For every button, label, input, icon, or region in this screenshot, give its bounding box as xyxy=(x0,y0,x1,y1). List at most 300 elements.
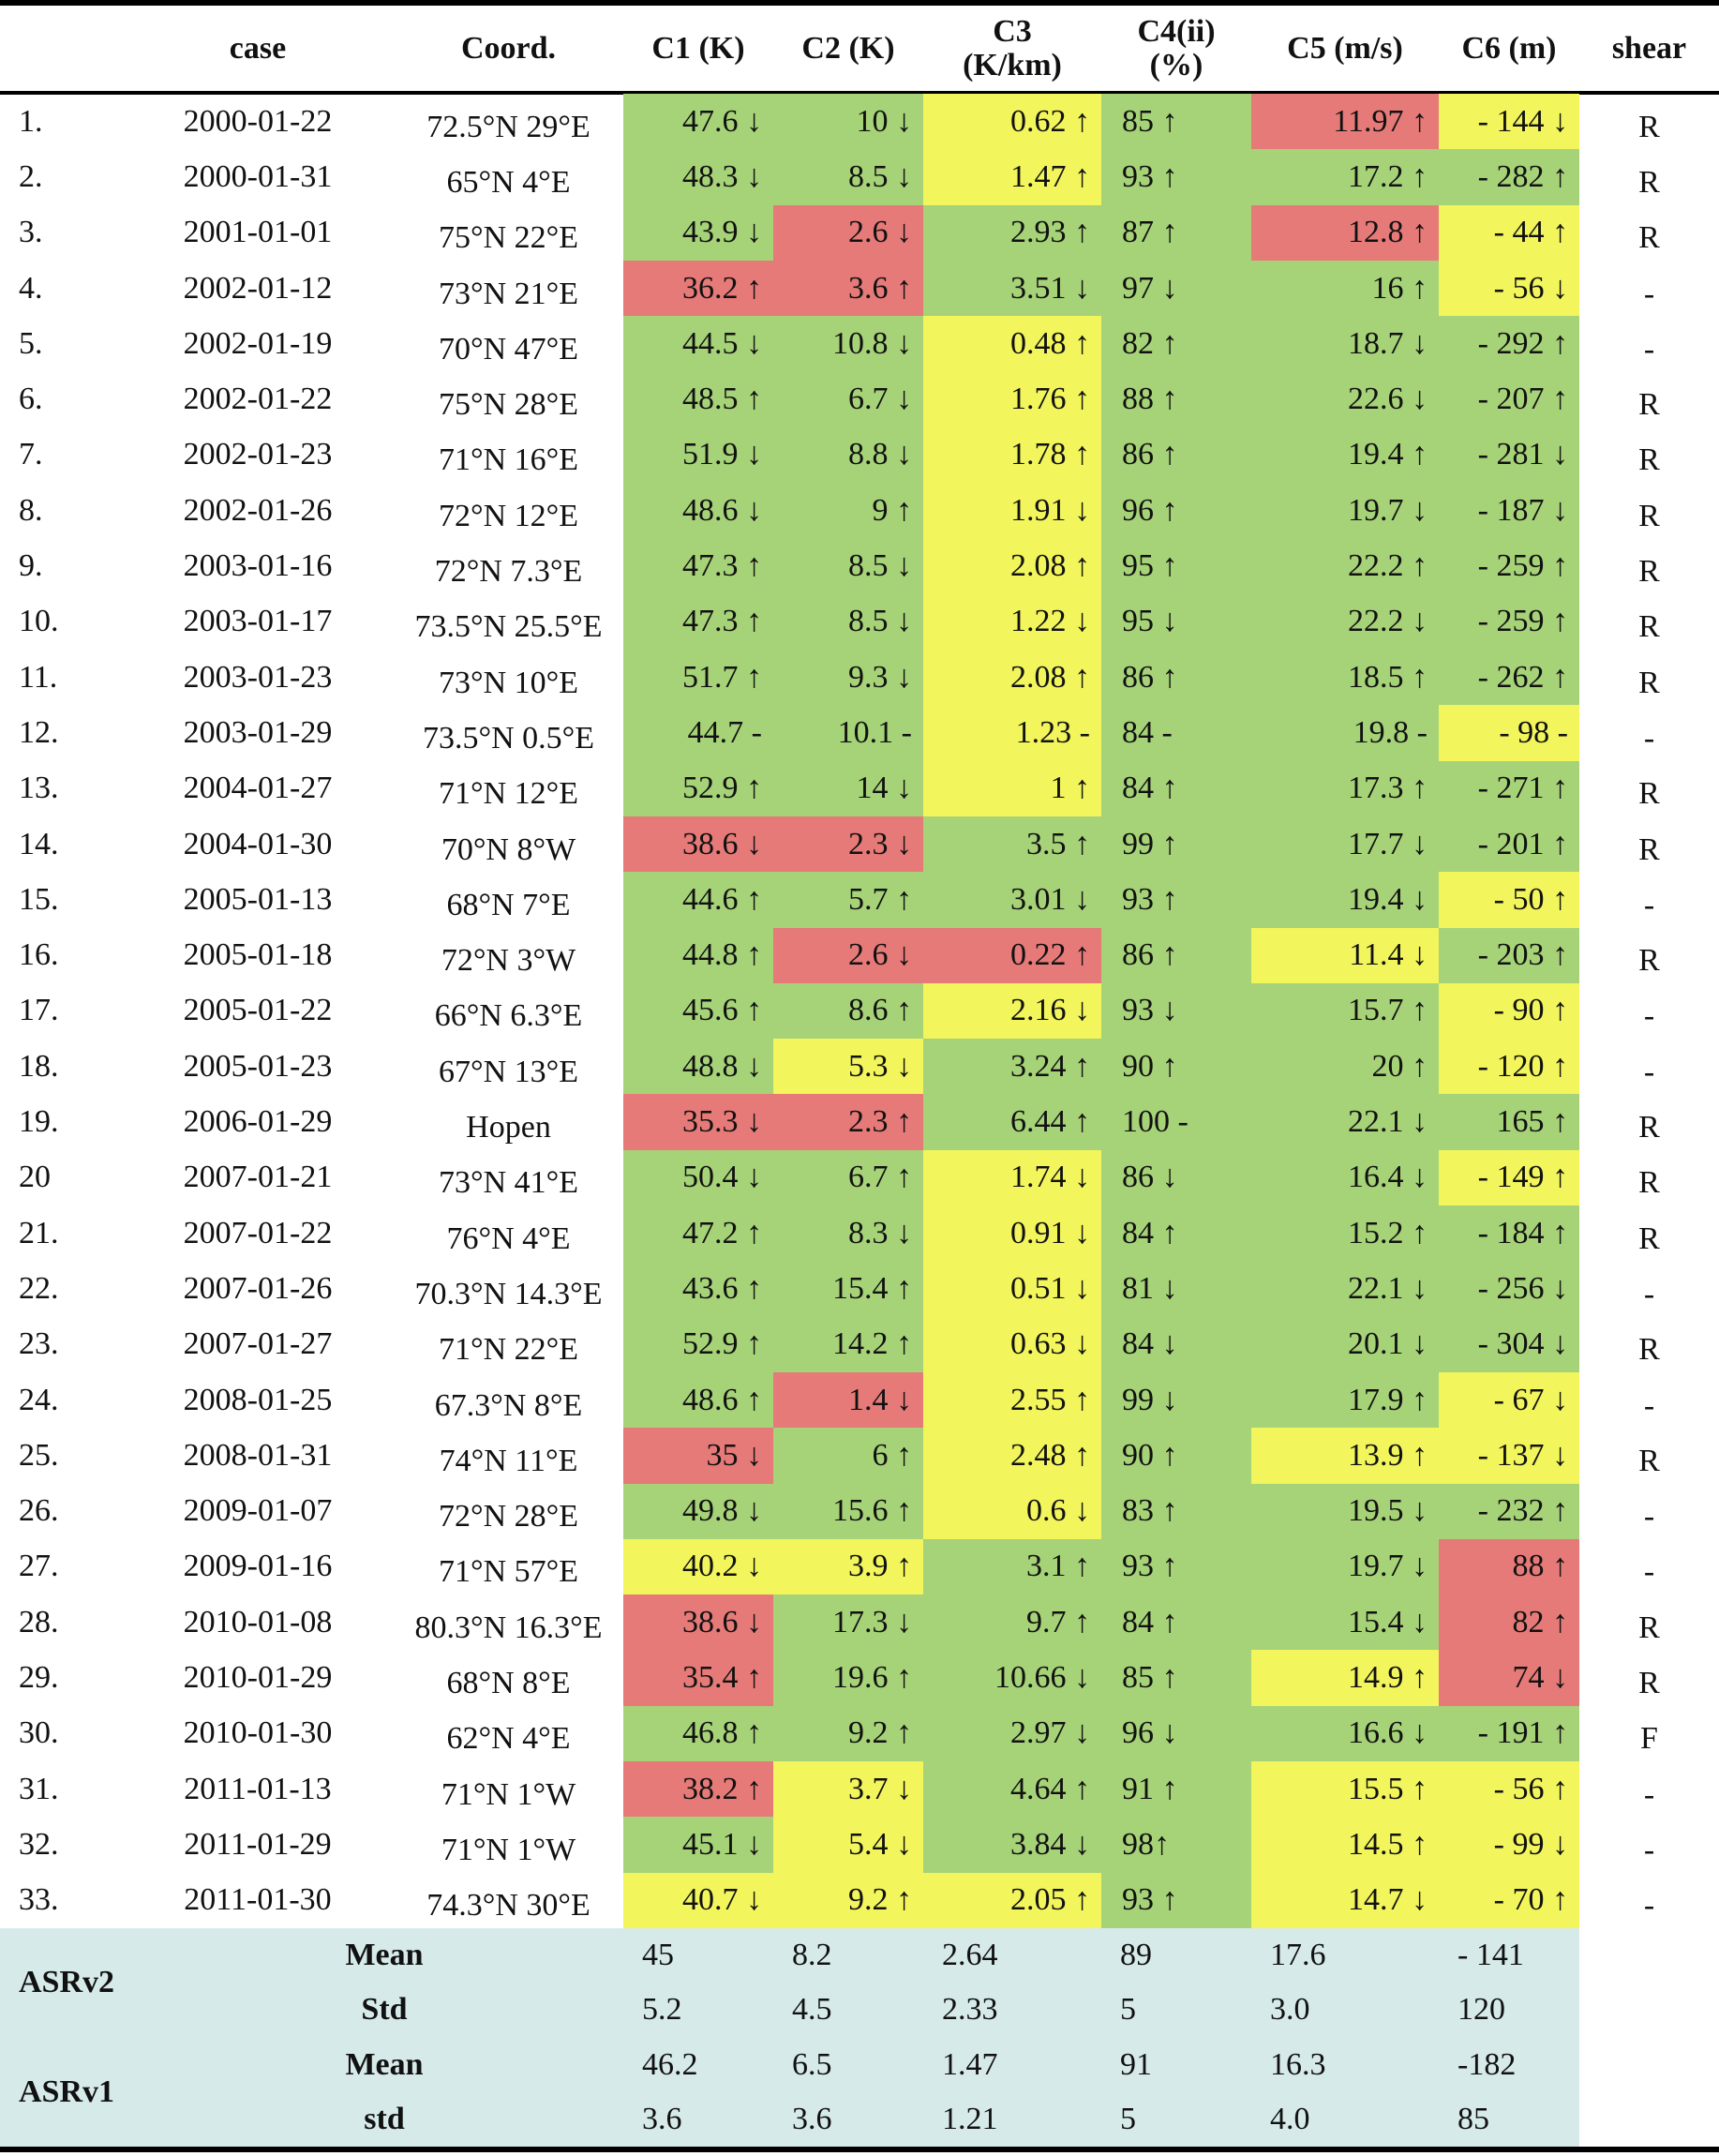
header-cell-5 xyxy=(923,6,1101,92)
shear-flag: - xyxy=(1643,1499,1655,1535)
value-c4: 95 ↑ xyxy=(1122,548,1178,584)
header-cell-6 xyxy=(1101,6,1251,92)
value-c1: 45.6 ↑ xyxy=(682,993,762,1028)
value-c4: 93 ↓ xyxy=(1122,993,1178,1028)
value-c2: 8.5 ↓ xyxy=(848,604,912,639)
case-date: 2011-01-29 xyxy=(184,1826,332,1862)
case-coord: 67°N 13°E xyxy=(438,1054,578,1089)
value-c2: 10.1 - xyxy=(837,714,912,750)
case-coord: 72°N 12°E xyxy=(438,498,578,533)
value-c5: 19.4 ↑ xyxy=(1348,437,1428,472)
value-c2: 2.3 ↓ xyxy=(848,826,912,861)
value-c2: 9.3 ↓ xyxy=(848,659,912,695)
case-date: 2007-01-26 xyxy=(183,1270,333,1306)
header-cell-4 xyxy=(773,6,923,92)
value-c5: 22.2 ↓ xyxy=(1348,604,1428,639)
case-number: 11. xyxy=(19,659,58,695)
value-c6: - 137 ↓ xyxy=(1477,1437,1568,1473)
case-date: 2002-01-26 xyxy=(183,492,333,528)
value-c2: 9.2 ↑ xyxy=(848,1715,912,1751)
bottom-rule xyxy=(0,2147,1719,2152)
case-date: 2001-01-01 xyxy=(183,215,333,250)
case-coord: 66°N 6.3°E xyxy=(434,998,583,1034)
header-cell-0 xyxy=(0,6,122,92)
value-c2: 5.3 ↓ xyxy=(848,1048,912,1084)
shear-flag: - xyxy=(1643,1054,1655,1089)
value-c1: 43.9 ↓ xyxy=(682,215,762,250)
summary-stat-label: Mean xyxy=(345,1938,424,1973)
value-c4: 85 ↑ xyxy=(1122,1660,1178,1696)
value-c6: - 67 ↓ xyxy=(1493,1382,1568,1417)
value-c4: 86 ↓ xyxy=(1122,1160,1178,1195)
summary-value: 5 xyxy=(1120,2101,1136,2136)
value-c5: 22.2 ↑ xyxy=(1348,548,1428,584)
value-c6: - 120 ↑ xyxy=(1477,1048,1568,1084)
case-date: 2003-01-23 xyxy=(183,659,333,695)
shear-flag: R xyxy=(1638,1110,1660,1145)
value-c2: 1.4 ↓ xyxy=(848,1382,912,1417)
value-c6: - 271 ↑ xyxy=(1477,771,1568,806)
case-date: 2010-01-30 xyxy=(183,1715,333,1751)
case-coord: Hopen xyxy=(466,1110,551,1145)
summary-value: 120 xyxy=(1457,1992,1505,2028)
case-date: 2003-01-16 xyxy=(183,548,333,584)
value-c5: 15.5 ↑ xyxy=(1348,1771,1428,1806)
value-c1: 43.6 ↑ xyxy=(682,1270,762,1306)
case-date: 2007-01-21 xyxy=(183,1160,333,1195)
shear-flag: R xyxy=(1638,442,1660,478)
case-coord: 75°N 22°E xyxy=(438,220,578,256)
value-c5: 20.1 ↓ xyxy=(1348,1326,1428,1362)
shear-flag: R xyxy=(1638,1610,1660,1645)
header-text: shear xyxy=(1611,31,1687,67)
case-number: 25. xyxy=(19,1437,59,1473)
case-coord: 76°N 4°E xyxy=(446,1220,571,1256)
value-c5: 18.5 ↑ xyxy=(1348,659,1428,695)
value-c3: 10.66 ↓ xyxy=(994,1660,1090,1696)
value-c3: 3.84 ↓ xyxy=(1010,1826,1090,1862)
value-c2: 8.5 ↓ xyxy=(848,158,912,194)
case-coord: 72°N 3°W xyxy=(441,943,576,979)
case-coord: 71°N 57°E xyxy=(438,1554,578,1590)
case-coord: 71°N 12°E xyxy=(438,776,578,812)
value-c1: 44.6 ↑ xyxy=(682,881,762,917)
value-c3: 2.55 ↑ xyxy=(1010,1382,1090,1417)
value-c1: 47.2 ↑ xyxy=(682,1215,762,1250)
value-c4: 81 ↓ xyxy=(1122,1270,1178,1306)
shear-flag: R xyxy=(1638,1165,1660,1201)
case-date: 2004-01-27 xyxy=(183,771,333,806)
case-number: 30. xyxy=(19,1715,59,1751)
header-cell-2 xyxy=(394,6,623,92)
case-coord: 72°N 7.3°E xyxy=(434,554,583,590)
summary-stat-label: Mean xyxy=(345,2046,424,2082)
value-c3: 9.7 ↑ xyxy=(1026,1604,1090,1639)
case-number: 20 xyxy=(19,1160,51,1195)
summary-value: 4.0 xyxy=(1270,2101,1310,2136)
value-c6: 165 ↑ xyxy=(1496,1104,1568,1140)
value-c5: 11.97 ↑ xyxy=(1333,103,1428,139)
summary-value: 45 xyxy=(642,1938,674,1973)
value-c1: 51.7 ↑ xyxy=(682,659,762,695)
shear-flag: - xyxy=(1643,887,1655,922)
value-c5: 14.7 ↓ xyxy=(1348,1882,1428,1918)
header-text: C4(ii) xyxy=(1137,14,1216,50)
case-number: 22. xyxy=(19,1270,59,1306)
value-c4: 99 ↑ xyxy=(1122,826,1178,861)
value-c4: 93 ↑ xyxy=(1122,158,1178,194)
case-date: 2000-01-31 xyxy=(183,158,333,194)
value-c1: 52.9 ↑ xyxy=(682,771,762,806)
case-date: 2008-01-25 xyxy=(183,1382,333,1417)
value-c5: 17.3 ↑ xyxy=(1348,771,1428,806)
value-c2: 8.5 ↓ xyxy=(848,548,912,584)
value-c2: 17.3 ↓ xyxy=(832,1604,912,1639)
value-c6: - 98 - xyxy=(1499,714,1568,750)
case-date: 2004-01-30 xyxy=(183,826,333,861)
case-coord: 73°N 41°E xyxy=(438,1165,578,1201)
case-number: 12. xyxy=(19,714,59,750)
case-number: 23. xyxy=(19,1326,59,1362)
value-c6: - 50 ↑ xyxy=(1493,881,1568,917)
value-c6: - 292 ↑ xyxy=(1477,325,1568,361)
value-c5: 15.4 ↓ xyxy=(1348,1604,1428,1639)
case-coord: 71°N 1°W xyxy=(441,1832,576,1867)
case-coord: 73°N 10°E xyxy=(438,665,578,700)
value-c3: 6.44 ↑ xyxy=(1010,1104,1090,1140)
value-c2: 6.7 ↑ xyxy=(848,1160,912,1195)
shear-flag: R xyxy=(1638,387,1660,423)
value-c5: 19.5 ↓ xyxy=(1348,1493,1428,1529)
case-date: 2005-01-22 xyxy=(183,993,333,1028)
case-number: 32. xyxy=(19,1826,59,1862)
value-c3: 1.23 - xyxy=(1015,714,1090,750)
value-c1: 51.9 ↓ xyxy=(682,437,762,472)
value-c6: - 99 ↓ xyxy=(1493,1826,1568,1862)
case-date: 2006-01-29 xyxy=(183,1104,333,1140)
case-coord: 80.3°N 16.3°E xyxy=(414,1610,603,1645)
value-c3: 2.97 ↓ xyxy=(1010,1715,1090,1751)
case-date: 2010-01-29 xyxy=(183,1660,333,1696)
case-number: 27. xyxy=(19,1549,59,1584)
value-c2: 10.8 ↓ xyxy=(832,325,912,361)
value-c4: 84 ↑ xyxy=(1122,1604,1178,1639)
value-c3: 1 ↑ xyxy=(1050,771,1090,806)
value-c6: - 187 ↓ xyxy=(1477,492,1568,528)
summary-stat-label: std xyxy=(364,2101,405,2136)
case-date: 2011-01-13 xyxy=(184,1771,332,1806)
case-number: 7. xyxy=(19,437,43,472)
value-c2: 5.7 ↑ xyxy=(848,881,912,917)
value-c1: 47.3 ↑ xyxy=(682,548,762,584)
value-c1: 48.5 ↑ xyxy=(682,382,762,417)
value-c1: 44.8 ↑ xyxy=(682,937,762,973)
shear-flag: R xyxy=(1638,554,1660,590)
value-c1: 46.8 ↑ xyxy=(682,1715,762,1751)
case-number: 14. xyxy=(19,826,59,861)
value-c6: - 201 ↑ xyxy=(1477,826,1568,861)
case-date: 2005-01-18 xyxy=(183,937,333,973)
header-text: C5 (m/s) xyxy=(1287,31,1403,67)
value-c2: 15.4 ↑ xyxy=(832,1270,912,1306)
value-c4: 91 ↑ xyxy=(1122,1771,1178,1806)
value-c4: 83 ↑ xyxy=(1122,1493,1178,1529)
value-c4: 82 ↑ xyxy=(1122,325,1178,361)
value-c3: 1.74 ↓ xyxy=(1010,1160,1090,1195)
value-c4: 84 - xyxy=(1122,714,1173,750)
shear-flag: - xyxy=(1643,1276,1655,1311)
value-c1: 48.3 ↓ xyxy=(682,158,762,194)
value-c3: 3.24 ↑ xyxy=(1010,1048,1090,1084)
value-c2: 14.2 ↑ xyxy=(832,1326,912,1362)
shear-flag: R xyxy=(1638,665,1660,700)
value-c2: 9 ↑ xyxy=(872,492,912,528)
case-number: 4. xyxy=(19,270,43,306)
summary-value: 16.3 xyxy=(1270,2046,1326,2082)
value-c5: 13.9 ↑ xyxy=(1348,1437,1428,1473)
case-number: 5. xyxy=(19,325,43,361)
value-c1: 48.6 ↑ xyxy=(682,1382,762,1417)
value-c6: - 44 ↑ xyxy=(1493,215,1568,250)
value-c6: - 56 ↑ xyxy=(1493,1771,1568,1806)
summary-value: 1.47 xyxy=(942,2046,998,2082)
header-text: (%) xyxy=(1149,48,1203,82)
value-c2: 6 ↑ xyxy=(872,1437,912,1473)
value-c3: 0.91 ↓ xyxy=(1010,1215,1090,1250)
value-c5: 16.4 ↓ xyxy=(1348,1160,1428,1195)
value-c1: 35 ↓ xyxy=(706,1437,762,1473)
value-c3: 1.78 ↑ xyxy=(1010,437,1090,472)
summary-value: 3.6 xyxy=(642,2101,682,2136)
summary-value: 2.33 xyxy=(942,1992,998,2028)
value-c5: 18.7 ↓ xyxy=(1348,325,1428,361)
value-c3: 0.63 ↓ xyxy=(1010,1326,1090,1362)
value-c5: 22.1 ↓ xyxy=(1348,1270,1428,1306)
header-text: C2 (K) xyxy=(801,31,895,67)
case-coord: 62°N 4°E xyxy=(446,1721,571,1757)
case-date: 2003-01-29 xyxy=(183,714,333,750)
value-c3: 3.51 ↓ xyxy=(1010,270,1090,306)
value-c1: 36.2 ↑ xyxy=(682,270,762,306)
value-c3: 1.76 ↑ xyxy=(1010,382,1090,417)
shear-flag: R xyxy=(1638,1220,1660,1256)
shear-flag: - xyxy=(1643,1776,1655,1812)
summary-value: 4.5 xyxy=(792,1992,832,2028)
value-c3: 1.91 ↓ xyxy=(1010,492,1090,528)
value-c1: 44.7 - xyxy=(687,714,762,750)
case-date: 2008-01-31 xyxy=(183,1437,333,1473)
value-c1: 47.6 ↓ xyxy=(682,103,762,139)
value-c2: 2.6 ↓ xyxy=(848,937,912,973)
header-cell-3 xyxy=(623,6,773,92)
case-number: 28. xyxy=(19,1604,59,1639)
case-number: 8. xyxy=(19,492,43,528)
case-date: 2002-01-22 xyxy=(183,382,333,417)
value-c5: 22.1 ↓ xyxy=(1348,1104,1428,1140)
summary-group-label: ASRv1 xyxy=(19,2074,115,2109)
value-c4: 95 ↓ xyxy=(1122,604,1178,639)
value-c1: 35.4 ↑ xyxy=(682,1660,762,1696)
summary-value: 5 xyxy=(1120,1992,1136,2028)
value-c4: 84 ↓ xyxy=(1122,1326,1178,1362)
value-c4: 96 ↓ xyxy=(1122,1715,1178,1751)
shear-flag: F xyxy=(1640,1721,1658,1757)
value-c3: 3.5 ↑ xyxy=(1026,826,1090,861)
case-number: 24. xyxy=(19,1382,59,1417)
value-c2: 8.8 ↓ xyxy=(848,437,912,472)
case-number: 31. xyxy=(19,1771,59,1806)
case-coord: 73°N 21°E xyxy=(438,276,578,311)
summary-stat-label: Std xyxy=(361,1992,408,2028)
value-c5: 14.5 ↑ xyxy=(1348,1826,1428,1862)
value-c4: 93 ↑ xyxy=(1122,881,1178,917)
value-c2: 2.3 ↑ xyxy=(848,1104,912,1140)
shear-flag: - xyxy=(1643,331,1655,367)
case-number: 6. xyxy=(19,382,43,417)
value-c3: 3.01 ↓ xyxy=(1010,881,1090,917)
value-c4: 90 ↑ xyxy=(1122,1437,1178,1473)
value-c6: - 149 ↑ xyxy=(1477,1160,1568,1195)
value-c3: 1.22 ↓ xyxy=(1010,604,1090,639)
value-c6: 82 ↑ xyxy=(1512,1604,1568,1639)
shear-flag: - xyxy=(1643,720,1655,756)
value-c1: 35.3 ↓ xyxy=(682,1104,762,1140)
value-c3: 4.64 ↑ xyxy=(1010,1771,1090,1806)
value-c6: - 203 ↑ xyxy=(1477,937,1568,973)
summary-value: 3.6 xyxy=(792,2101,832,2136)
summary-value: 6.5 xyxy=(792,2046,832,2082)
value-c4: 85 ↑ xyxy=(1122,103,1178,139)
shear-flag: R xyxy=(1638,164,1660,200)
value-c5: 14.9 ↑ xyxy=(1348,1660,1428,1696)
value-c5: 15.7 ↑ xyxy=(1348,993,1428,1028)
summary-value: 89 xyxy=(1120,1938,1152,1973)
value-c4: 90 ↑ xyxy=(1122,1048,1178,1084)
value-c2: 8.3 ↓ xyxy=(848,1215,912,1250)
value-c3: 0.62 ↑ xyxy=(1010,103,1090,139)
value-c2: 10 ↓ xyxy=(856,103,912,139)
value-c4: 100 - xyxy=(1122,1104,1188,1140)
value-c4: 88 ↑ xyxy=(1122,382,1178,417)
summary-group-label: ASRv2 xyxy=(19,1965,115,2000)
value-c5: 17.2 ↑ xyxy=(1348,158,1428,194)
value-c2: 15.6 ↑ xyxy=(832,1493,912,1529)
summary-value: 3.0 xyxy=(1270,1992,1310,2028)
case-coord: 72°N 28°E xyxy=(438,1499,578,1535)
value-c5: 20 ↑ xyxy=(1371,1048,1428,1084)
value-c1: 40.7 ↓ xyxy=(682,1882,762,1918)
value-c6: - 281 ↓ xyxy=(1477,437,1568,472)
shear-flag: - xyxy=(1643,1832,1655,1867)
value-c2: 19.6 ↑ xyxy=(832,1660,912,1696)
case-number: 10. xyxy=(19,604,59,639)
value-c6: - 191 ↑ xyxy=(1477,1715,1568,1751)
case-date: 2000-01-22 xyxy=(183,103,333,139)
case-number: 13. xyxy=(19,771,59,806)
value-c4: 99 ↓ xyxy=(1122,1382,1178,1417)
value-c5: 19.7 ↓ xyxy=(1348,1549,1428,1584)
shear-flag: R xyxy=(1638,776,1660,812)
value-c1: 38.6 ↓ xyxy=(682,826,762,861)
value-c4: 96 ↑ xyxy=(1122,492,1178,528)
shear-flag: R xyxy=(1638,1666,1660,1701)
case-number: 29. xyxy=(19,1660,59,1696)
case-coord: 68°N 8°E xyxy=(446,1666,571,1701)
value-c4: 86 ↑ xyxy=(1122,937,1178,973)
value-c6: - 56 ↓ xyxy=(1493,270,1568,306)
header-text: C3 xyxy=(993,14,1032,50)
value-c6: - 144 ↓ xyxy=(1477,103,1568,139)
summary-value: 17.6 xyxy=(1270,1938,1326,1973)
case-coord: 74.3°N 30°E xyxy=(426,1888,590,1924)
value-c1: 38.6 ↓ xyxy=(682,1604,762,1639)
value-c1: 49.8 ↓ xyxy=(682,1493,762,1529)
header-cell-1 xyxy=(122,6,394,92)
case-number: 15. xyxy=(19,881,59,917)
case-coord: 70°N 47°E xyxy=(438,331,578,367)
value-c5: 16.6 ↓ xyxy=(1348,1715,1428,1751)
value-c6: 74 ↓ xyxy=(1512,1660,1568,1696)
case-date: 2009-01-07 xyxy=(183,1493,333,1529)
value-c3: 0.6 ↓ xyxy=(1026,1493,1090,1529)
case-number: 26. xyxy=(19,1493,59,1529)
value-c3: 2.48 ↑ xyxy=(1010,1437,1090,1473)
header-cell-7 xyxy=(1251,6,1439,92)
value-c1: 48.6 ↓ xyxy=(682,492,762,528)
shear-flag: R xyxy=(1638,831,1660,867)
value-c2: 3.7 ↓ xyxy=(848,1771,912,1806)
value-c5: 19.7 ↓ xyxy=(1348,492,1428,528)
value-c3: 1.47 ↑ xyxy=(1010,158,1090,194)
value-c4: 87 ↑ xyxy=(1122,215,1178,250)
shear-flag: R xyxy=(1638,1443,1660,1478)
case-number: 9. xyxy=(19,548,43,584)
value-c6: - 70 ↑ xyxy=(1493,1882,1568,1918)
header-text: (K/km) xyxy=(963,48,1062,82)
value-c4: 93 ↑ xyxy=(1122,1882,1178,1918)
case-date: 2002-01-19 xyxy=(183,325,333,361)
case-number: 17. xyxy=(19,993,59,1028)
value-c2: 3.6 ↑ xyxy=(848,270,912,306)
case-coord: 73.5°N 0.5°E xyxy=(422,720,594,756)
summary-value: 2.64 xyxy=(942,1938,998,1973)
header-text: Coord. xyxy=(460,31,557,67)
value-c1: 45.1 ↓ xyxy=(682,1826,762,1862)
value-c6: - 207 ↑ xyxy=(1477,382,1568,417)
case-date: 2011-01-30 xyxy=(184,1882,332,1918)
summary-value: 91 xyxy=(1120,2046,1152,2082)
summary-value: 85 xyxy=(1457,2101,1489,2136)
value-c3: 3.1 ↑ xyxy=(1026,1549,1090,1584)
shear-flag: R xyxy=(1638,220,1660,256)
value-c4: 86 ↑ xyxy=(1122,437,1178,472)
shear-flag: R xyxy=(1638,1332,1660,1368)
value-c1: 50.4 ↓ xyxy=(682,1160,762,1195)
value-c4: 97 ↓ xyxy=(1122,270,1178,306)
value-c6: - 184 ↑ xyxy=(1477,1215,1568,1250)
value-c3: 2.16 ↓ xyxy=(1010,993,1090,1028)
shear-flag: - xyxy=(1643,276,1655,311)
value-c6: - 259 ↑ xyxy=(1477,548,1568,584)
case-coord: 71°N 1°W xyxy=(441,1776,576,1812)
value-c1: 44.5 ↓ xyxy=(682,325,762,361)
summary-value: 8.2 xyxy=(792,1938,832,1973)
value-c5: 16 ↑ xyxy=(1371,270,1428,306)
value-c2: 9.2 ↑ xyxy=(848,1882,912,1918)
value-c4: 93 ↑ xyxy=(1122,1549,1178,1584)
shear-flag: R xyxy=(1638,943,1660,979)
shear-flag: - xyxy=(1643,1554,1655,1590)
